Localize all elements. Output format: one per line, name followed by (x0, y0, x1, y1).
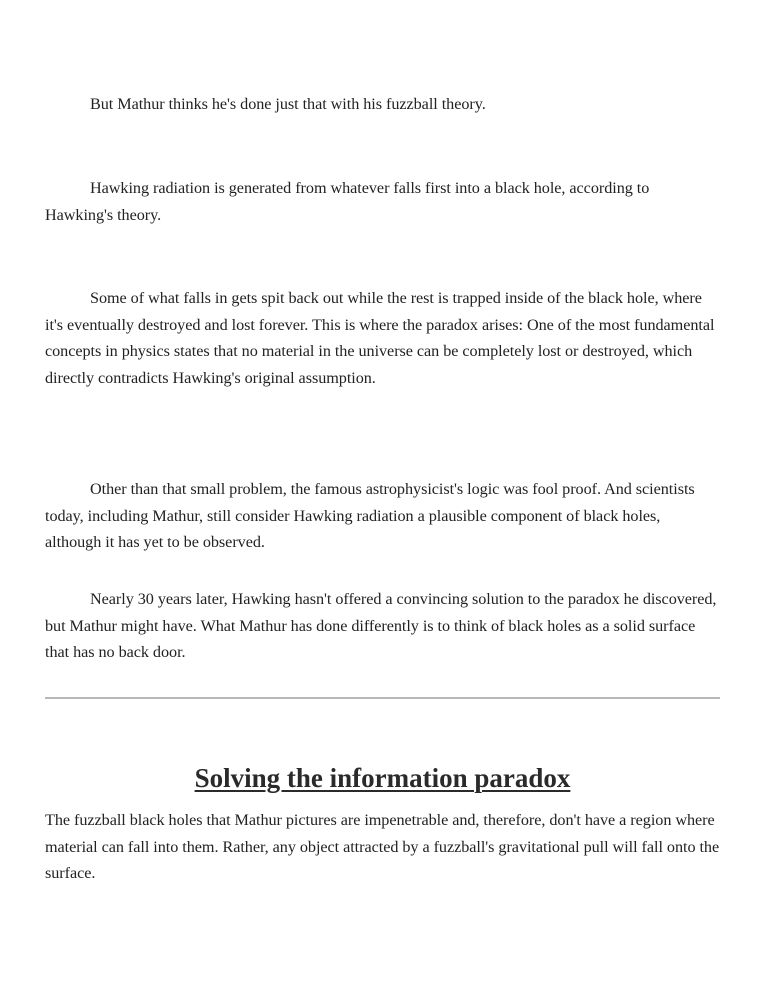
paragraph-fuzzball-impenetrable: The fuzzball black holes that Mathur pictures are impenetrable and, therefore, don't have a region where material can fall into them. Rather, any object attracted by a fuzzball's gravitational pull will fall onto the surface. (45, 811, 720, 882)
paragraph-paradox: Some of what falls in gets spit back out while the rest is trapped inside of the black hole, where it's eventually destroyed and lost forever. This is where the paradox arises: One of the most fundamental concepts in physics states that no material in the universe can be completely lost or destroyed, which directly contradicts Hawking's original assumption. (45, 289, 715, 387)
paragraph-fuzzball-theory: But Mathur thinks he's done just that with his fuzzball theory. (90, 95, 486, 113)
paragraph-hawking-radiation: Hawking radiation is generated from whatever falls first into a black hole, according to Hawking's theory. (45, 179, 650, 224)
section-heading (45, 760, 720, 796)
section-heading-text: Solving the information paradox (194, 763, 571, 793)
horizontal-rule (45, 697, 720, 699)
paragraph-fool-proof: Other than that small problem, the famous astrophysicist's logic was fool proof. And scientists today, including Mathur, still consider Hawking radiation a plausible component of black holes, although it has yet to be observed. (45, 480, 695, 551)
paragraph-nearly-30-years: Nearly 30 years later, Hawking hasn't offered a convincing solution to the paradox he discovered, but Mathur might have. What Mathur has done differently is to think of black holes as a solid surface that has no back door. (45, 590, 717, 661)
